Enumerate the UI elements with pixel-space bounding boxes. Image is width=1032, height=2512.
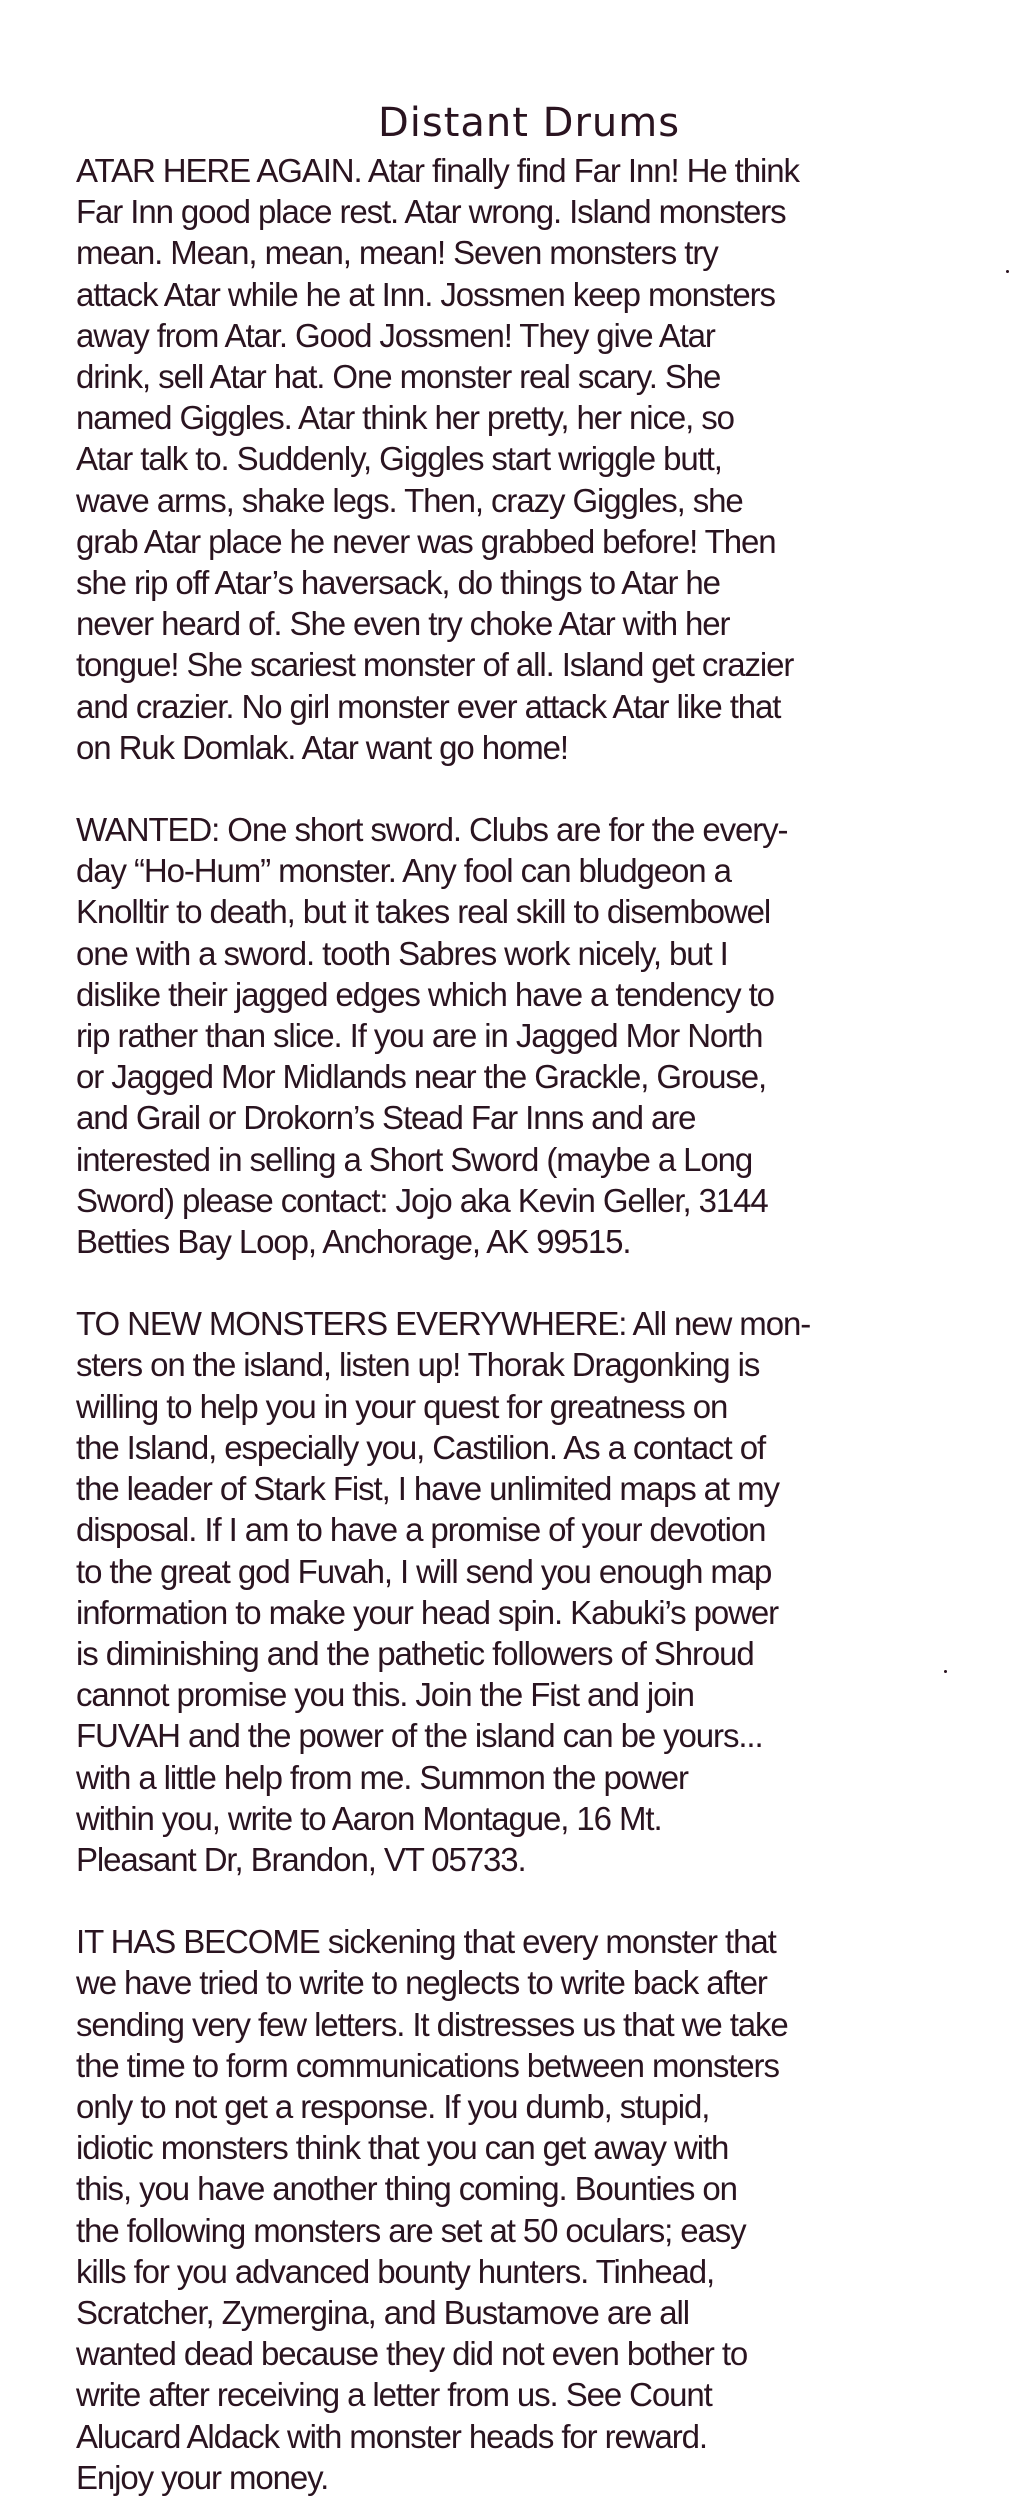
paragraph-gap bbox=[76, 1262, 976, 1303]
text-line: named Giggles. Atar think her pretty, her nice, so bbox=[76, 399, 734, 437]
article-body bbox=[76, 150, 976, 2498]
text-line: with a little help from me. Summon the power bbox=[76, 1758, 688, 1796]
text-line: tongue! She scariest monster of all. Island get crazier bbox=[76, 646, 794, 684]
text-line: sters on the island, listen up! Thorak Dragonking is bbox=[76, 1346, 760, 1384]
text-line: kills for you advanced bounty hunters. Tinhead, bbox=[76, 2252, 715, 2290]
bounty-notice bbox=[76, 1921, 976, 2498]
text-line: is diminishing and the pathetic followers of Shroud bbox=[76, 1634, 754, 1672]
text-line: Enjoy your money. bbox=[76, 2458, 329, 2496]
scan-speck bbox=[944, 1670, 947, 1673]
page-title: Distant Drums bbox=[377, 100, 681, 146]
text-line: drink, sell Atar hat. One monster real scary. She bbox=[76, 358, 721, 396]
text-line: disposal. If I am to have a promise of your devotion bbox=[76, 1511, 766, 1549]
text-line: information to make your head spin. Kabuki’s power bbox=[76, 1593, 778, 1631]
text-line: the leader of Stark Fist, I have unlimited maps at my bbox=[76, 1470, 779, 1508]
text-line: to the great god Fuvah, I will send you enough map bbox=[76, 1552, 772, 1590]
new-monsters-notice bbox=[76, 1303, 976, 1880]
text-line: the following monsters are set at 50 oculars; easy bbox=[76, 2211, 746, 2249]
text-line: only to not get a response. If you dumb, stupid, bbox=[76, 2087, 710, 2125]
document-page bbox=[76, 100, 976, 2498]
text-line: grab Atar place he never was grabbed before! Then bbox=[76, 522, 776, 560]
text-line: idiotic monsters think that you can get away with bbox=[76, 2129, 729, 2167]
text-line: day “Ho-Hum” monster. Any fool can bludgeon a bbox=[76, 852, 731, 890]
text-line: never heard of. She even try choke Atar with her bbox=[76, 605, 730, 643]
text-line: TO NEW MONSTERS EVERYWHERE: All new mon- bbox=[76, 1305, 811, 1343]
text-line: we have tried to write to neglects to write back after bbox=[76, 1964, 767, 2002]
paragraph-gap bbox=[76, 768, 976, 809]
text-line: willing to help you in your quest for greatness on bbox=[76, 1387, 728, 1425]
text-line: one with a sword. tooth Sabres work nicely, but I bbox=[76, 934, 728, 972]
text-line: attack Atar while he at Inn. Jossmen keep monsters bbox=[76, 275, 775, 313]
text-line: sending very few letters. It distresses us that we take bbox=[76, 2005, 788, 2043]
wanted-short-sword-ad bbox=[76, 809, 976, 1262]
atar-letter bbox=[76, 150, 976, 768]
text-line: this, you have another thing coming. Bounties on bbox=[76, 2170, 737, 2208]
text-line: WANTED: One short sword. Clubs are for the every- bbox=[76, 811, 788, 849]
text-line: the Island, especially you, Castilion. As a contact of bbox=[76, 1428, 766, 1466]
text-line: the time to form communications between monsters bbox=[76, 2046, 779, 2084]
text-line: FUVAH and the power of the island can be yours... bbox=[76, 1717, 763, 1755]
text-line: Pleasant Dr, Brandon, VT 05733. bbox=[76, 1840, 526, 1878]
text-line: Alucard Aldack with monster heads for reward. bbox=[76, 2417, 707, 2455]
text-line: Sword) please contact: Jojo aka Kevin Geller, 3144 bbox=[76, 1181, 768, 1219]
text-line: on Ruk Domlak. Atar want go home! bbox=[76, 728, 568, 766]
text-line: Scratcher, Zymergina, and Bustamove are all bbox=[76, 2293, 690, 2331]
paragraph-gap bbox=[76, 1880, 976, 1921]
text-line: Betties Bay Loop, Anchorage, AK 99515. bbox=[76, 1223, 631, 1261]
text-line: and crazier. No girl monster ever attack Atar like that bbox=[76, 687, 781, 725]
text-line: interested in selling a Short Sword (maybe a Long bbox=[76, 1140, 753, 1178]
text-line: cannot promise you this. Join the Fist and join bbox=[76, 1676, 694, 1714]
text-line: and Grail or Drokorn’s Stead Far Inns and are bbox=[76, 1099, 696, 1137]
text-line: Far Inn good place rest. Atar wrong. Island monsters bbox=[76, 193, 786, 231]
text-line: Atar talk to. Suddenly, Giggles start wriggle butt, bbox=[76, 440, 722, 478]
text-line: within you, write to Aaron Montague, 16 Mt. bbox=[76, 1799, 662, 1837]
text-line: IT HAS BECOME sickening that every monster that bbox=[76, 1923, 776, 1961]
text-line: or Jagged Mor Midlands near the Grackle, Grouse, bbox=[76, 1058, 767, 1096]
text-line: she rip off Atar’s haversack, do things to Atar he bbox=[76, 564, 720, 602]
text-line: wanted dead because they did not even bother to bbox=[76, 2335, 748, 2373]
text-line: rip rather than slice. If you are in Jagged Mor North bbox=[76, 1017, 763, 1055]
text-line: write after receiving a letter from us. See Count bbox=[76, 2376, 712, 2414]
text-line: away from Atar. Good Jossmen! They give Atar bbox=[76, 316, 715, 354]
text-line: wave arms, shake legs. Then, crazy Giggles, she bbox=[76, 481, 743, 519]
text-line: mean. Mean, mean, mean! Seven monsters try bbox=[76, 234, 718, 272]
scan-speck bbox=[1006, 270, 1009, 273]
text-line: ATAR HERE AGAIN. Atar finally find Far Inn! He think bbox=[76, 152, 799, 189]
text-line: Knolltir to death, but it takes real skill to disembowel bbox=[76, 893, 771, 931]
text-line: dislike their jagged edges which have a tendency to bbox=[76, 975, 774, 1013]
